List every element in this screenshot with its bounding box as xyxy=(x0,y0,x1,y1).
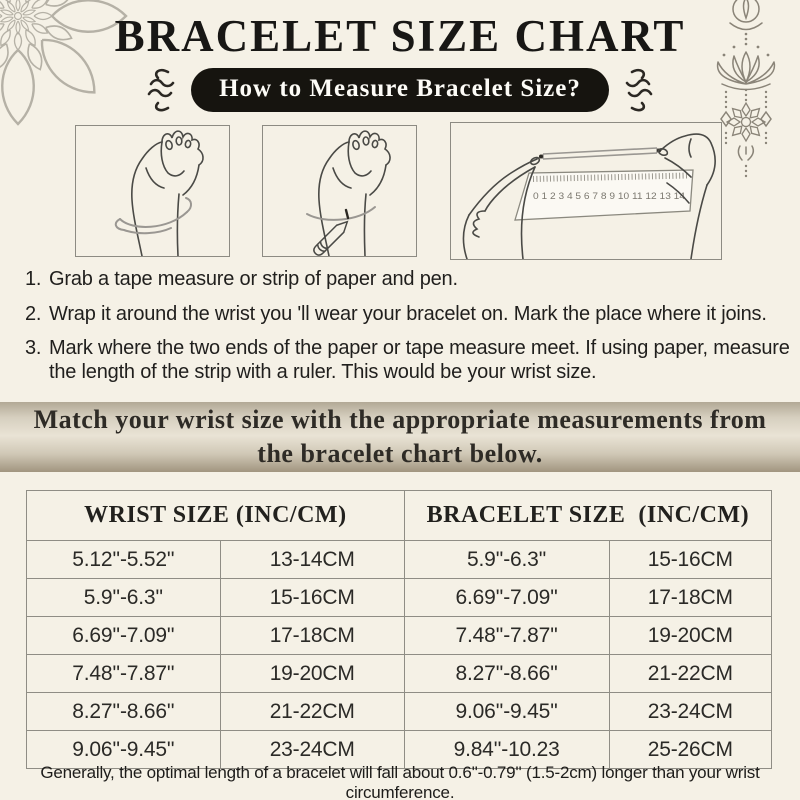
bracelet-inches-cell: 8.27''-8.66'' xyxy=(404,655,609,693)
bracelet-cm-cell: 23-24CM xyxy=(609,693,771,731)
banner-text: Match your wrist size with the appropriate measurements from the bracelet chart below. xyxy=(33,405,767,468)
how-to-measure-badge: How to Measure Bracelet Size? xyxy=(191,68,609,112)
step-item-1 xyxy=(25,268,790,292)
size-table xyxy=(26,490,772,769)
bracelet-cm-cell: 17-18CM xyxy=(609,579,771,617)
flourish-right-icon xyxy=(621,66,657,114)
wrist-inches-cell: 6.69''-7.09'' xyxy=(27,617,221,655)
bracelet-cm-cell: 19-20CM xyxy=(609,617,771,655)
wrist-cm-cell: 21-22CM xyxy=(220,693,404,731)
table-row xyxy=(27,655,772,693)
step-text: Mark where the two ends of the paper or tape measure meet. If using paper, measure the length of the strip with a ruler. This would be your wrist size. xyxy=(49,337,790,383)
table-header-wrist-size: WRIST SIZE (INC/CM) xyxy=(27,491,405,541)
bracelet-inches-cell: 6.69''-7.09'' xyxy=(404,579,609,617)
illustration-mark-with-pen xyxy=(262,125,417,257)
illustration-wrap-tape xyxy=(75,125,230,257)
measure-steps-list xyxy=(25,268,790,395)
bracelet-cm-cell: 21-22CM xyxy=(609,655,771,693)
bracelet-inches-cell: 9.84''-10.23 xyxy=(404,731,609,769)
illustration-measure-ruler xyxy=(450,122,722,260)
wrist-cm-cell: 13-14CM xyxy=(220,541,404,579)
wrist-cm-cell: 15-16CM xyxy=(220,579,404,617)
wrist-inches-cell: 9.06''-9.45'' xyxy=(27,731,221,769)
step-text: Wrap it around the wrist you 'll wear your bracelet on. Mark the place where it joins. xyxy=(49,302,767,325)
bracelet-inches-cell: 9.06''-9.45'' xyxy=(404,693,609,731)
step-item-2 xyxy=(25,303,790,327)
wrist-inches-cell: 8.27''-8.66'' xyxy=(27,693,221,731)
match-size-banner xyxy=(0,402,800,472)
wrist-inches-cell: 5.12''-5.52'' xyxy=(27,541,221,579)
table-header-bracelet-size: BRACELET SIZE (INC/CM) xyxy=(404,491,771,541)
table-row xyxy=(27,693,772,731)
page-title: BRACELET SIZE CHART xyxy=(114,11,686,61)
table-row xyxy=(27,617,772,655)
wrist-inches-cell: 5.9''-6.3'' xyxy=(27,579,221,617)
step-number: 1. xyxy=(25,268,42,290)
step-number: 2. xyxy=(25,302,42,325)
how-to-measure-badge-row xyxy=(0,66,800,114)
wrist-cm-cell: 17-18CM xyxy=(220,617,404,655)
bracelet-inches-cell: 5.9''-6.3'' xyxy=(404,541,609,579)
step-number: 3. xyxy=(25,337,42,360)
bracelet-cm-cell: 25-26CM xyxy=(609,731,771,769)
wrist-cm-cell: 23-24CM xyxy=(220,731,404,769)
ruler-scale-numbers: 0 1 2 3 4 5 6 7 8 9 10 11 12 13 14 xyxy=(533,191,685,202)
bracelet-inches-cell: 7.48''-7.87'' xyxy=(404,617,609,655)
step-item-3 xyxy=(25,337,790,384)
wrist-inches-cell: 7.48''-7.87'' xyxy=(27,655,221,693)
flourish-left-icon xyxy=(143,66,179,114)
table-header-row xyxy=(27,491,772,541)
table-row xyxy=(27,541,772,579)
table-row xyxy=(27,579,772,617)
step-text: Grab a tape measure or strip of paper and pen. xyxy=(49,268,458,290)
footer-note: Generally, the optimal length of a bracelet will fall about 0.6''-0.79'' (1.5-2cm) longer than your wrist circumference. xyxy=(40,763,760,800)
bracelet-cm-cell: 15-16CM xyxy=(609,541,771,579)
wrist-cm-cell: 19-20CM xyxy=(220,655,404,693)
